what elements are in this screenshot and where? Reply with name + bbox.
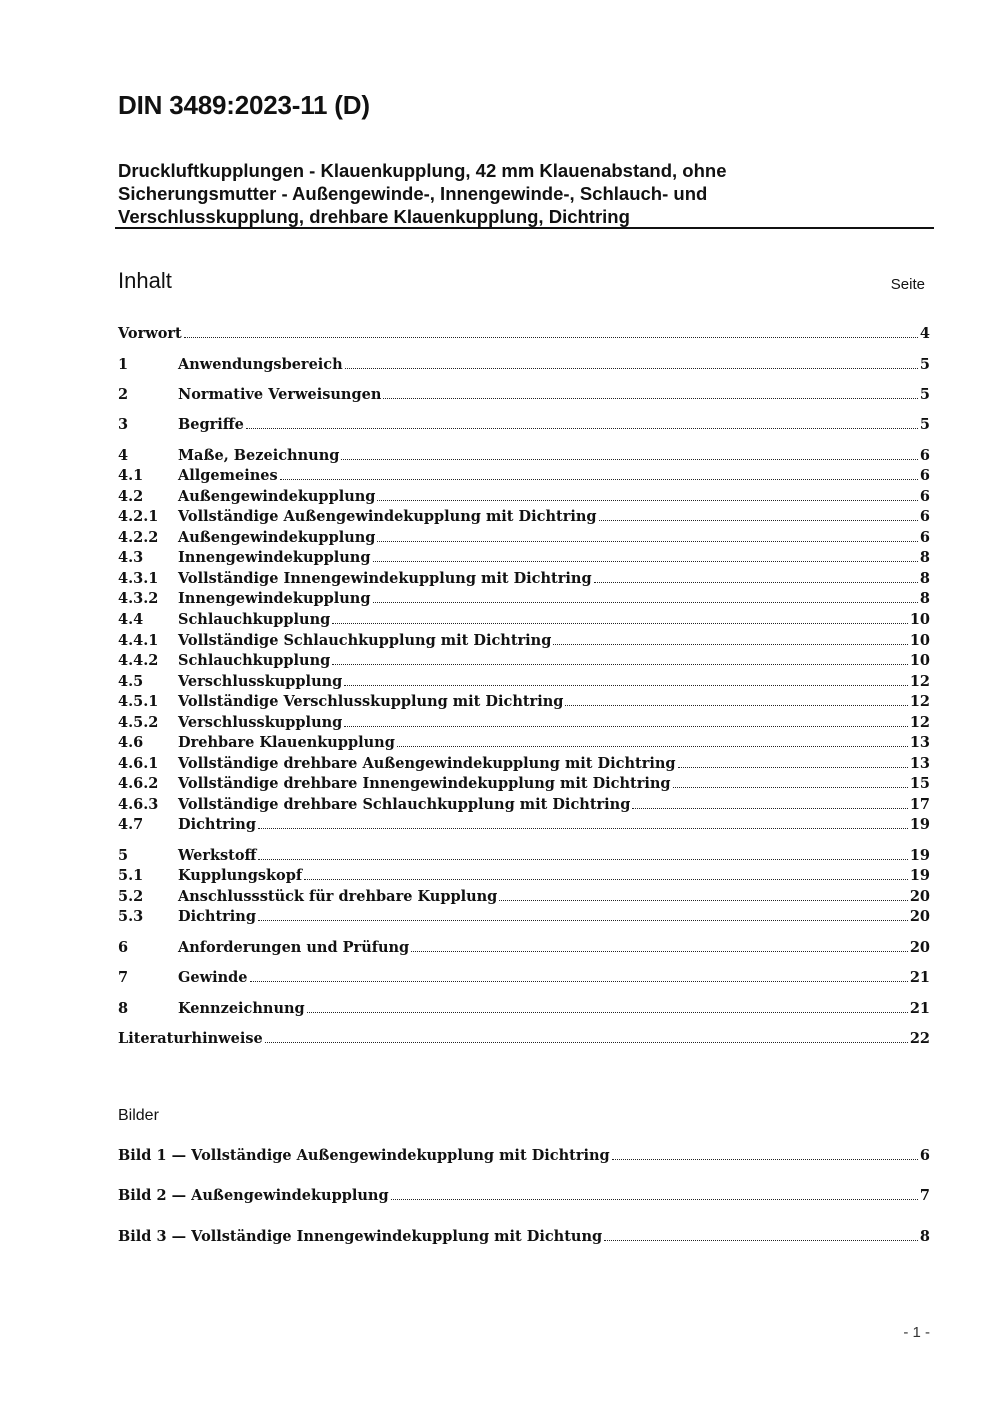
toc-entry-number: 6 xyxy=(118,939,129,956)
toc-entry-page: 22 xyxy=(909,1030,930,1047)
toc-entry[interactable] xyxy=(118,734,930,754)
toc-entry-title: Dichtring xyxy=(178,816,256,833)
toc-entry-page: 17 xyxy=(909,796,930,813)
toc-leader xyxy=(304,879,908,880)
toc-entry-page: 19 xyxy=(909,816,930,833)
toc-leader xyxy=(604,1240,918,1241)
figure-entry-page: 6 xyxy=(919,1147,930,1164)
figure-entry[interactable] xyxy=(118,1147,930,1167)
toc-entry-title: Begriffe xyxy=(178,416,244,433)
toc-entry-page: 10 xyxy=(909,652,930,669)
figures-heading: Bilder xyxy=(118,1107,159,1124)
toc-entry-number: 3 xyxy=(118,416,129,433)
toc-entry[interactable] xyxy=(118,673,930,693)
toc-leader xyxy=(345,368,918,369)
toc-leader xyxy=(499,900,907,901)
toc-leader xyxy=(258,828,908,829)
toc-entry[interactable] xyxy=(118,939,930,959)
toc-entry-title: Allgemeines xyxy=(178,467,278,484)
toc-entry-page: 21 xyxy=(909,969,930,986)
toc-leader xyxy=(377,500,917,501)
toc-entry[interactable] xyxy=(118,529,930,549)
toc-entry[interactable] xyxy=(118,1030,930,1050)
document-title: DIN 3489:2023-11 (D) xyxy=(118,90,370,120)
toc-entry-number: 4.6 xyxy=(118,734,144,751)
toc-entry-number: 4.2.2 xyxy=(118,529,159,546)
toc-entry-page: 12 xyxy=(909,673,930,690)
toc-leader xyxy=(307,1012,908,1013)
toc-entry-number: 4.3 xyxy=(118,549,144,566)
figure-entry-page: 8 xyxy=(919,1228,930,1245)
toc-entry[interactable] xyxy=(118,908,930,928)
toc-entry[interactable] xyxy=(118,488,930,508)
toc-entry-number: 5.2 xyxy=(118,888,144,905)
toc-entry[interactable] xyxy=(118,969,930,989)
toc-entry-page: 6 xyxy=(919,467,930,484)
toc-entry[interactable] xyxy=(118,652,930,672)
page-number: - 1 - xyxy=(903,1324,930,1341)
toc-entry-number: 4.4 xyxy=(118,611,144,628)
toc-entry-number: 5.1 xyxy=(118,867,144,884)
toc-entry-page: 8 xyxy=(919,570,930,587)
toc-entry-title: Gewinde xyxy=(178,969,248,986)
toc-page-column-label: Seite xyxy=(890,276,925,293)
toc-entry-page: 21 xyxy=(909,1000,930,1017)
toc-leader xyxy=(397,746,908,747)
figure-entry[interactable] xyxy=(118,1228,930,1248)
toc-entry-title: Schlauchkupplung xyxy=(178,611,331,628)
toc-entry-title: Anschlussstück für drehbare Kupplung xyxy=(178,888,498,905)
toc-leader xyxy=(411,951,908,952)
toc-entry-title: Innengewindekupplung xyxy=(178,590,371,607)
toc-leader xyxy=(553,644,907,645)
toc-entry-title: Drehbare Klauenkupplung xyxy=(178,734,395,751)
toc-leader xyxy=(612,1159,918,1160)
subtitle-line: Verschlusskupplung, drehbare Klauenkupplung, Dichtring xyxy=(118,206,630,227)
toc-entry-title: Vollständige Schlauchkupplung mit Dichtring xyxy=(178,632,552,649)
toc-entry-number: 4.5 xyxy=(118,673,144,690)
toc-entry-number: 4.2.1 xyxy=(118,508,159,525)
toc-entry[interactable] xyxy=(118,467,930,487)
toc-entry-number: 4.6.1 xyxy=(118,755,159,772)
toc-leader xyxy=(632,808,907,809)
toc-entry-number: 4.5.2 xyxy=(118,714,159,731)
toc-entry-number: 2 xyxy=(118,386,129,403)
toc-entry-title: Literaturhinweise xyxy=(118,1030,263,1047)
toc-entry-title: Maße, Bezeichnung xyxy=(178,447,340,464)
toc-entry-title: Werkstoff xyxy=(178,847,257,864)
toc-entry-page: 6 xyxy=(919,508,930,525)
toc-entry-title: Vollständige drehbare Schlauchkupplung mit Dichtring xyxy=(178,796,631,813)
toc-entry-page: 20 xyxy=(909,888,930,905)
toc-entry-title: Außengewindekupplung xyxy=(178,529,376,546)
toc-entry-title: Verschlusskupplung xyxy=(178,714,343,731)
toc-leader xyxy=(391,1199,918,1200)
toc-entry[interactable] xyxy=(118,816,930,836)
toc-entry-title: Schlauchkupplung xyxy=(178,652,331,669)
toc-entry-number: 4.6.3 xyxy=(118,796,159,813)
toc-entry-number: 8 xyxy=(118,1000,129,1017)
toc-entry-page: 20 xyxy=(909,908,930,925)
toc-entry-title: Verschlusskupplung xyxy=(178,673,343,690)
title-divider xyxy=(115,227,934,229)
toc-leader xyxy=(258,859,907,860)
toc-leader xyxy=(341,459,918,460)
toc-entry[interactable] xyxy=(118,867,930,887)
toc-entry-number: 4.2 xyxy=(118,488,144,505)
toc-entry-title: Kennzeichnung xyxy=(178,1000,305,1017)
toc-leader xyxy=(344,726,908,727)
toc-entry-page: 19 xyxy=(909,867,930,884)
toc-entry-page: 13 xyxy=(909,734,930,751)
toc-entry-number: 4 xyxy=(118,447,129,464)
toc-leader xyxy=(673,787,908,788)
toc-entry-title: Vollständige Verschlusskupplung mit Dichtring xyxy=(178,693,564,710)
toc-entry-page: 5 xyxy=(919,356,930,373)
toc-entry-page: 6 xyxy=(919,529,930,546)
toc-entry-page: 8 xyxy=(919,590,930,607)
toc-entry-page: 13 xyxy=(909,755,930,772)
toc-entry-page: 19 xyxy=(909,847,930,864)
toc-entry-title: Normative Verweisungen xyxy=(178,386,382,403)
toc-entry[interactable] xyxy=(118,447,930,467)
toc-entry-number: 4.6.2 xyxy=(118,775,159,792)
figure-entry-title: Bild 1 — Vollständige Außengewindekupplung mit Dichtring xyxy=(118,1147,610,1164)
toc-entry[interactable] xyxy=(118,632,930,652)
document-subtitle xyxy=(118,159,933,228)
toc-entry[interactable] xyxy=(118,356,930,376)
figure-entry-title: Bild 2 — Außengewindekupplung xyxy=(118,1187,389,1204)
toc-entry-page: 6 xyxy=(919,488,930,505)
toc-entry[interactable] xyxy=(118,611,930,631)
toc-entry-number: 4.3.2 xyxy=(118,590,159,607)
toc-entry-number: 5 xyxy=(118,847,129,864)
toc-entry-page: 10 xyxy=(909,632,930,649)
toc-leader xyxy=(599,520,918,521)
toc-leader xyxy=(265,1042,908,1043)
toc-leader xyxy=(373,561,918,562)
toc-entry[interactable] xyxy=(118,796,930,816)
toc-entry-page: 12 xyxy=(909,714,930,731)
figure-entry-page: 7 xyxy=(919,1187,930,1204)
toc-entry-title: Innengewindekupplung xyxy=(178,549,371,566)
toc-leader xyxy=(344,685,908,686)
toc-entry[interactable] xyxy=(118,386,930,406)
toc-entry[interactable] xyxy=(118,570,930,590)
toc-leader xyxy=(678,767,908,768)
toc-entry[interactable] xyxy=(118,590,930,610)
toc-entry-page: 5 xyxy=(919,416,930,433)
toc-heading: Inhalt xyxy=(118,268,172,293)
toc-leader xyxy=(280,479,918,480)
toc-entry-title: Kupplungskopf xyxy=(178,867,303,884)
toc-leader xyxy=(332,664,908,665)
toc-entry-number: 4.4.2 xyxy=(118,652,159,669)
toc-leader xyxy=(565,705,907,706)
toc-entry-number: 1 xyxy=(118,356,129,373)
toc-entry[interactable] xyxy=(118,1000,930,1020)
figure-entry-title: Bild 3 — Vollständige Innengewindekupplung mit Dichtung xyxy=(118,1228,603,1245)
toc-leader xyxy=(258,920,908,921)
toc-entry-page: 15 xyxy=(909,775,930,792)
toc-leader xyxy=(373,602,918,603)
toc-entry[interactable] xyxy=(118,714,930,734)
toc-leader xyxy=(184,337,918,338)
toc-entry[interactable] xyxy=(118,847,930,867)
toc-entry[interactable] xyxy=(118,693,930,713)
toc-entry[interactable] xyxy=(118,416,930,436)
toc-entry-number: 4.3.1 xyxy=(118,570,159,587)
toc-entry-title: Vollständige Innengewindekupplung mit Dichtring xyxy=(178,570,592,587)
toc-entry-title: Anwendungsbereich xyxy=(178,356,343,373)
toc-entry-title: Vollständige drehbare Außengewindekupplung mit Dichtring xyxy=(178,755,676,772)
subtitle-line: Druckluftkupplungen - Klauenkupplung, 42 mm Klauenabstand, ohne xyxy=(118,160,727,181)
toc-entry[interactable] xyxy=(118,549,930,569)
toc-entry-number: 4.5.1 xyxy=(118,693,159,710)
figure-entry[interactable] xyxy=(118,1187,930,1207)
toc-leader xyxy=(594,582,918,583)
toc-entry-title: Vollständige drehbare Innengewindekupplung mit Dichtring xyxy=(178,775,671,792)
toc-entry[interactable] xyxy=(118,325,930,345)
toc-entry-page: 8 xyxy=(919,549,930,566)
toc-entry-page: 10 xyxy=(909,611,930,628)
toc-entry-title: Vollständige Außengewindekupplung mit Dichtring xyxy=(178,508,597,525)
toc-entry-page: 5 xyxy=(919,386,930,403)
toc-entry-page: 6 xyxy=(919,447,930,464)
toc-entry-title: Außengewindekupplung xyxy=(178,488,376,505)
toc-leader xyxy=(377,541,917,542)
toc-entry-title: Dichtring xyxy=(178,908,256,925)
toc-entry-page: 4 xyxy=(919,325,930,342)
toc-leader xyxy=(332,623,908,624)
toc-entry-title: Vorwort xyxy=(118,325,182,342)
toc-entry-number: 7 xyxy=(118,969,129,986)
toc-leader xyxy=(246,428,918,429)
toc-entry[interactable] xyxy=(118,508,930,528)
toc-entry-title: Anforderungen und Prüfung xyxy=(178,939,410,956)
toc-leader xyxy=(250,981,908,982)
toc-entry[interactable] xyxy=(118,888,930,908)
toc-entry-number: 5.3 xyxy=(118,908,144,925)
toc-entry-number: 4.4.1 xyxy=(118,632,159,649)
toc-entry-page: 12 xyxy=(909,693,930,710)
toc-entry-number: 4.7 xyxy=(118,816,144,833)
toc-entry-number: 4.1 xyxy=(118,467,144,484)
subtitle-line: Sicherungsmutter - Außengewinde-, Innengewinde-, Schlauch- und xyxy=(118,183,708,204)
toc-entry-page: 20 xyxy=(909,939,930,956)
toc-entry[interactable] xyxy=(118,755,930,775)
toc-leader xyxy=(383,398,918,399)
toc-entry[interactable] xyxy=(118,775,930,795)
